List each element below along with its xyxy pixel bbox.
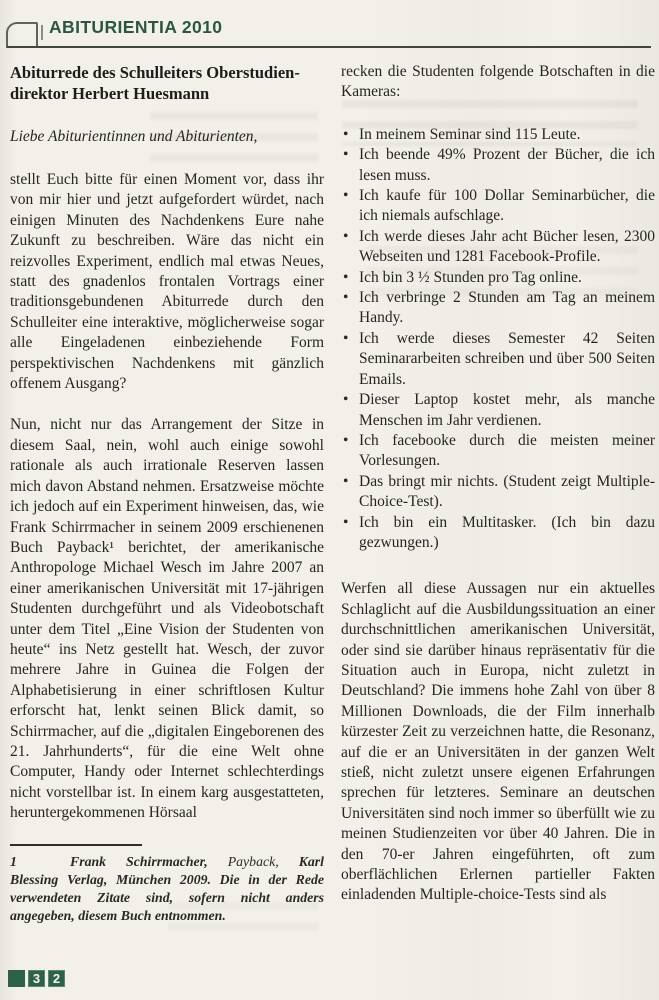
article-paragraph: Nun, nicht nur das Arrangement der Sitze in diesem Saal, nein, wohl auch einige sowohl rationale als auch irrationale Reserven lassen mich davon Abstand nehmen. Ersatzweise möchte ich jedoch auf ein Experiment hinweisen, das, wie Frank Schirrmacher in seinem 2009 erschienenen Buch Payback¹ berichtet, der amerikanische Anthropologe Michael Wesch im Jahre 2007 an einer amerikanischen Universität mit 17-jährigen Studenten durchgeführt und als Videobotschaft unter dem Titel „Eine Vision der Studenten von heute“ ins Netz gestellt hat. Wesch, der zuvor mehrere Jahre in Guinea die Folgen der Alphabetisierung in einer schriftlosen Kultur erforscht hat, lenkt seinen Blick damit, so Schirrmacher, auf die „digitalen Eingeborenen des 21. Jahrhunderts“, für die eine Welt ohne Computer, Handy oder Internet schlechterdings nicht vorstellbar ist. In einem karg ausgestatteten, heruntergekommenen Hörsaal [10,416,324,822]
column-intro-text: recken die Studenten folgende Botschaften in die Kameras: [341,63,655,101]
header-tick-divider [41,25,43,40]
salutation: Liebe Abiturientinnen und Abiturienten, [10,128,258,145]
footer-marker-square [8,970,25,987]
article-paragraph: stellt Euch bitte für einen Moment vor, dass ihr von mir hier und jetzt aufgefordert würdet, nach einigen Minuten des Nachdenkens Eure nahe Zukunft zu beschreiben. Wäre das nicht ein reizvolles Experiment, endlich mal etwas Neues, statt des gnadenlos frontalen Vortrags einer traditionsgebundenen Abiturrede durch den Schulleiter eine interaktive, möglicherweise sogar alle Eingeladenen einbeziehende Form perspektivischen Nachdenkens mit gänzlich offenem Ausgang? [10,171,324,393]
article-paragraphs [10,170,324,824]
footnote-author: Frank Schirrmacher, [70,853,208,869]
right-column [341,60,655,926]
page-number-digit-1: 3 [28,970,45,987]
footnote [10,853,324,926]
page-title: ABITURIENTIA 2010 [49,17,223,37]
bullet-list-item: • Das bringt mir nichts. (Student zeigt Multiple-Choice-Test). [341,472,655,513]
footnote-publisher: Karl Blessing Verlag, München 2009. Die in der Rede verwendeten Zitate sind, sofern nicht anders angegeben, diesem Buch entnommen. [10,853,324,924]
bullet-list-item: • In meinem Seminar sind 115 Leute. [341,125,655,145]
bullet-list-item: • Ich verbringe 2 Stunden am Tag an meinem Handy. [341,288,655,329]
article-title: Abiturrede des Schulleiters Oberstudien-direktor Herbert Huesmann [10,63,300,103]
corner-tab-decoration [6,22,38,48]
page-number-digit-2: 2 [48,970,65,987]
bullet-list-item: • Ich bin ein Multitasker. (Ich bin dazu gezwungen.) [341,513,655,554]
student-messages-list [341,125,655,554]
bullet-list-item: • Dieser Laptop kostet mehr, als manche Menschen im Jahr verdienen. [341,390,655,431]
left-column [10,60,324,926]
bullet-list-item: • Ich werde dieses Jahr acht Bücher lesen, 2300 Webseiten und 1281 Facebook-Profile. [341,227,655,268]
footnote-marker: 1 [10,853,17,869]
page-footer [8,970,65,987]
footnote-book-title: Payback, [227,853,279,869]
two-column-layout [10,60,655,926]
bullet-list-item: • Ich beende 49% Prozent der Bücher, die ich lesen muss. [341,145,655,186]
bullet-list-item: • Ich bin 3 ½ Stunden pro Tag online. [341,268,655,288]
bullet-list-item: • Ich kaufe für 100 Dollar Seminarbücher, die ich niemals aufschlage. [341,186,655,227]
footnote-rule [10,844,142,846]
closing-paragraph: Werfen all diese Aussagen nur ein aktuelles Schlaglicht auf die Ausbildungssituation an einer durchschnittlichen amerikanischen Universität, oder sind sie darüber hinaus repräsentativ für die Situation auch in Europa, nicht zuletzt in Deutschland? Die immens hohe Zahl von über 8 Millionen Downloads, die der Film innerhalb kürzester Zeit zu verzeichnen hatte, die Resonanz, auf die er an Universitäten in der ganzen Welt stieß, nicht zuletzt unsere eigenen Erfahrungen sprechen für letzteres. Seminare an deutschen Universitäten sind noch immer so überfüllt wie zu meinen Studienzeiten vor über 40 Jahren. Die in den 70-er Jahren eingeführten, oft zum oberflächlichen Erlernen partieller Fakten einladenden Multiple-choice-Tests sind als [341,580,655,904]
bullet-list-item: • Ich facebooke durch die meisten meiner Vorlesungen. [341,431,655,472]
header-rule [7,46,651,48]
bullet-list-item: • Ich werde dieses Semester 42 Seiten Seminararbeiten schreiben und über 500 Seiten Emails. [341,329,655,390]
